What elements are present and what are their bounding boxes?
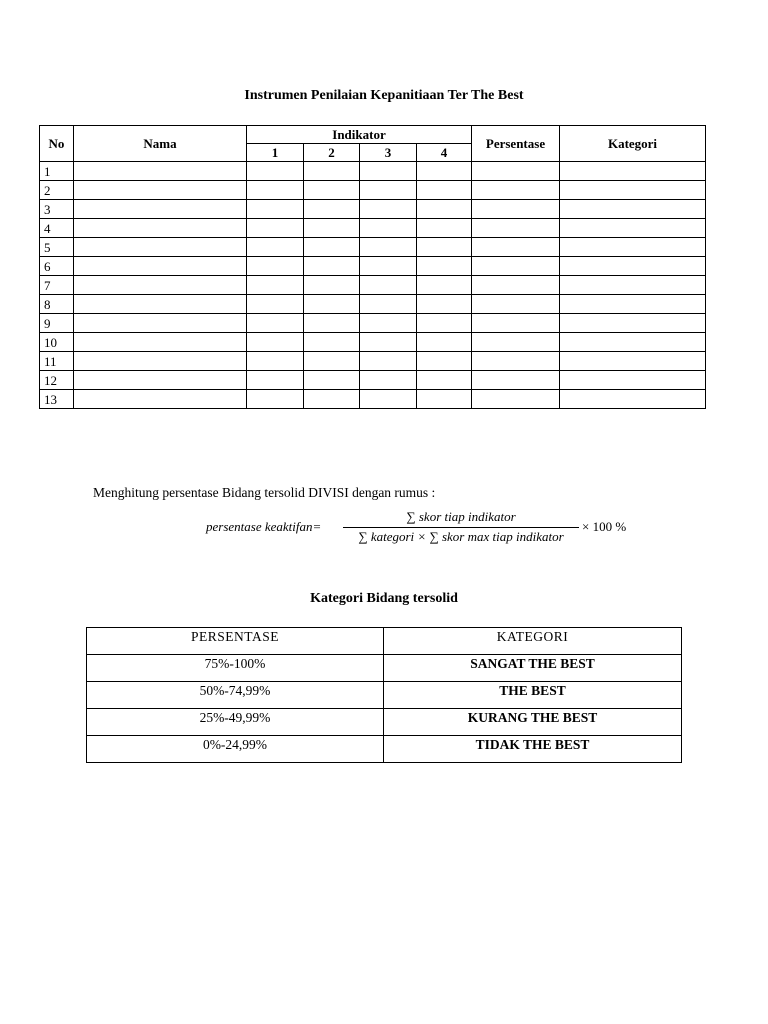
empty-cell	[360, 276, 417, 295]
category-table-title: Kategori Bidang tersolid	[310, 591, 458, 606]
empty-cell	[472, 257, 560, 276]
empty-cell	[560, 276, 706, 295]
empty-cell	[360, 257, 417, 276]
table-row	[40, 371, 706, 390]
empty-cell	[74, 371, 247, 390]
empty-cell	[417, 219, 472, 238]
empty-cell	[74, 295, 247, 314]
header-persentase: Persentase	[472, 126, 560, 162]
empty-cell	[74, 314, 247, 333]
kategori-cell: THE BEST	[384, 682, 682, 709]
formula-rhs: × 100 %	[582, 519, 627, 534]
header-nama: Nama	[74, 126, 247, 162]
formula-numerator: ∑ skor tiap indikator	[406, 509, 516, 524]
empty-cell	[360, 314, 417, 333]
empty-cell	[472, 200, 560, 219]
table-row	[87, 736, 682, 763]
empty-cell	[360, 200, 417, 219]
empty-cell	[304, 257, 360, 276]
empty-cell	[417, 238, 472, 257]
table-row	[40, 314, 706, 333]
empty-cell	[304, 352, 360, 371]
empty-cell	[417, 314, 472, 333]
empty-cell	[247, 390, 304, 409]
persentase-cell: 25%-49,99%	[87, 709, 384, 736]
empty-cell	[560, 219, 706, 238]
empty-cell	[304, 314, 360, 333]
assessment-table	[39, 125, 706, 409]
formula-denominator: ∑ kategori × ∑ skor max tiap indikator	[358, 529, 564, 544]
formula-lhs: persentase keaktifan=	[206, 519, 322, 534]
kategori-cell: SANGAT THE BEST	[384, 655, 682, 682]
empty-cell	[247, 295, 304, 314]
header-indikator-3: 3	[360, 144, 417, 162]
empty-cell	[560, 390, 706, 409]
empty-cell	[247, 333, 304, 352]
empty-cell	[560, 314, 706, 333]
empty-cell	[74, 238, 247, 257]
empty-cell	[472, 352, 560, 371]
header-indikator-1: 1	[247, 144, 304, 162]
row-number: 9	[40, 314, 74, 333]
row-number: 10	[40, 333, 74, 352]
empty-cell	[472, 181, 560, 200]
empty-cell	[560, 181, 706, 200]
empty-cell	[247, 162, 304, 181]
empty-cell	[247, 314, 304, 333]
empty-cell	[560, 333, 706, 352]
table-row	[40, 257, 706, 276]
empty-cell	[417, 333, 472, 352]
empty-cell	[247, 352, 304, 371]
empty-cell	[304, 162, 360, 181]
empty-cell	[247, 181, 304, 200]
empty-cell	[360, 352, 417, 371]
empty-cell	[304, 238, 360, 257]
empty-cell	[74, 333, 247, 352]
row-number: 5	[40, 238, 74, 257]
empty-cell	[74, 162, 247, 181]
empty-cell	[304, 371, 360, 390]
header-indikator: Indikator	[247, 126, 472, 144]
empty-cell	[247, 276, 304, 295]
empty-cell	[560, 295, 706, 314]
row-number: 6	[40, 257, 74, 276]
empty-cell	[360, 238, 417, 257]
empty-cell	[417, 371, 472, 390]
category-table	[86, 627, 682, 763]
table-row	[87, 655, 682, 682]
empty-cell	[472, 162, 560, 181]
empty-cell	[360, 181, 417, 200]
row-number: 12	[40, 371, 74, 390]
kategori-cell: TIDAK THE BEST	[384, 736, 682, 763]
empty-cell	[74, 352, 247, 371]
row-number: 8	[40, 295, 74, 314]
table-row	[40, 162, 706, 181]
table-row	[40, 219, 706, 238]
empty-cell	[360, 219, 417, 238]
empty-cell	[560, 238, 706, 257]
empty-cell	[247, 219, 304, 238]
formula-intro: Menghitung persentase Bidang tersolid DIVISI dengan rumus :	[93, 485, 436, 500]
empty-cell	[74, 276, 247, 295]
empty-cell	[360, 333, 417, 352]
table-row	[40, 238, 706, 257]
row-number: 13	[40, 390, 74, 409]
empty-cell	[304, 219, 360, 238]
empty-cell	[360, 390, 417, 409]
empty-cell	[247, 257, 304, 276]
kategori-cell: KURANG THE BEST	[384, 709, 682, 736]
empty-cell	[360, 295, 417, 314]
empty-cell	[560, 371, 706, 390]
empty-cell	[304, 200, 360, 219]
empty-cell	[74, 181, 247, 200]
empty-cell	[472, 371, 560, 390]
empty-cell	[360, 162, 417, 181]
empty-cell	[560, 352, 706, 371]
table-row	[87, 682, 682, 709]
empty-cell	[247, 371, 304, 390]
row-number: 3	[40, 200, 74, 219]
empty-cell	[560, 200, 706, 219]
row-number: 7	[40, 276, 74, 295]
table-row	[40, 333, 706, 352]
empty-cell	[247, 238, 304, 257]
header-no: No	[40, 126, 74, 162]
empty-cell	[560, 162, 706, 181]
table-row	[40, 276, 706, 295]
empty-cell	[417, 200, 472, 219]
empty-cell	[472, 238, 560, 257]
empty-cell	[74, 200, 247, 219]
empty-cell	[417, 352, 472, 371]
formula-fraction	[343, 508, 579, 548]
empty-cell	[417, 181, 472, 200]
table-row	[87, 709, 682, 736]
empty-cell	[74, 219, 247, 238]
table-row	[40, 390, 706, 409]
empty-cell	[304, 181, 360, 200]
empty-cell	[417, 295, 472, 314]
empty-cell	[472, 295, 560, 314]
header-kategori: Kategori	[560, 126, 706, 162]
row-number: 4	[40, 219, 74, 238]
row-number: 11	[40, 352, 74, 371]
fraction-bar	[343, 527, 579, 528]
empty-cell	[560, 257, 706, 276]
empty-cell	[247, 200, 304, 219]
empty-cell	[360, 371, 417, 390]
header-kategori-col: KATEGORI	[384, 628, 682, 655]
row-number: 1	[40, 162, 74, 181]
empty-cell	[472, 333, 560, 352]
empty-cell	[304, 295, 360, 314]
empty-cell	[472, 219, 560, 238]
empty-cell	[74, 390, 247, 409]
table-row	[40, 295, 706, 314]
empty-cell	[472, 390, 560, 409]
empty-cell	[304, 276, 360, 295]
table-row	[40, 181, 706, 200]
table-row	[40, 200, 706, 219]
empty-cell	[472, 314, 560, 333]
empty-cell	[472, 276, 560, 295]
header-indikator-2: 2	[304, 144, 360, 162]
empty-cell	[74, 257, 247, 276]
row-number: 2	[40, 181, 74, 200]
persentase-cell: 75%-100%	[87, 655, 384, 682]
table-row	[40, 352, 706, 371]
persentase-cell: 0%-24,99%	[87, 736, 384, 763]
header-persentase-col: PERSENTASE	[87, 628, 384, 655]
empty-cell	[304, 390, 360, 409]
empty-cell	[417, 162, 472, 181]
page-title: Instrumen Penilaian Kepanitiaan Ter The Best	[244, 88, 524, 103]
empty-cell	[417, 276, 472, 295]
persentase-cell: 50%-74,99%	[87, 682, 384, 709]
header-indikator-4: 4	[417, 144, 472, 162]
empty-cell	[417, 390, 472, 409]
empty-cell	[304, 333, 360, 352]
empty-cell	[417, 257, 472, 276]
